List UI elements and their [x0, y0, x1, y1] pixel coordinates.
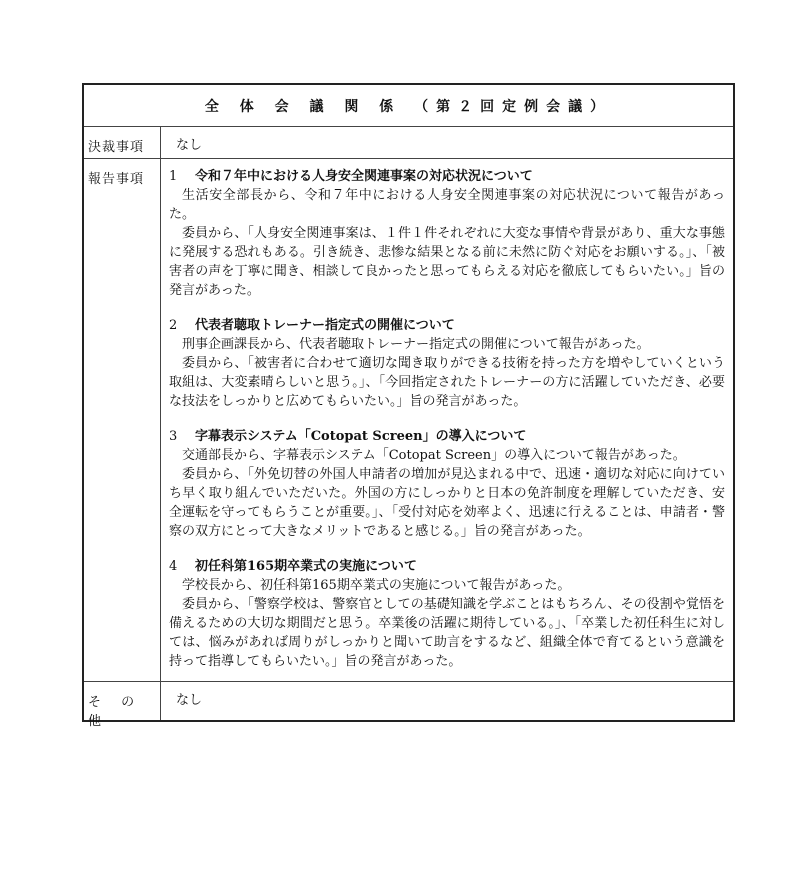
report-item-summary: 学校長から、初任科第165期卒業式の実施について報告があった。 — [182, 578, 571, 593]
table-title: 全 体 会 議 関 係 （第２回定例会議） — [84, 85, 733, 127]
report-row — [84, 159, 733, 682]
decision-row — [84, 127, 733, 159]
meeting-summary-table — [82, 83, 735, 729]
report-item — [169, 557, 725, 671]
report-item-comment: 委員から、「人身安全関連事案は、１件１件それぞれに大変な事情や背景があり、重大な事態に発展する恐れもある。引き続き、悲惨な結果となる前に未然に防ぐ対応をお願いする。」、「被害者の声を丁寧に聞き、相談して良かったと思ってもらえる対応を徹底してもらいたい。」旨の発言があった。 — [169, 226, 725, 298]
report-item-comment: 委員から、「警察学校は、警察官としての基礎知識を学ぶことはもちろん、その役割や覚悟を備えるための大切な期間だと思う。卒業後の活躍に期待している。」、「卒業した初任科生に対しては、悩みがあれば周りがしっかりと聞いて助言をするなど、組織全体で育てるという意識を持って指導してもらいたい。」旨の発言があった。 — [169, 597, 725, 669]
report-item-number: 4 — [169, 559, 178, 574]
report-item-heading — [169, 316, 725, 335]
report-item-summary: 交通部長から、字幕表示システム「Cotopat Screen」の導入について報告があった。 — [182, 448, 686, 463]
report-item-title: 初任科第165期卒業式の実施について — [195, 559, 417, 574]
other-value: なし — [176, 693, 203, 708]
report-item-heading — [169, 427, 725, 446]
report-item-title: 代表者聴取トレーナー指定式の開催について — [195, 318, 455, 333]
report-item — [169, 316, 725, 411]
report-items — [161, 159, 733, 681]
decision-value: なし — [176, 138, 203, 153]
report-item-comment: 委員から、「被害者に合わせて適切な聞き取りができる技術を持った方を増やしていくという取組は、大変素晴らしいと思う。」、「今回指定されたトレーナーの方に活躍していただき、必要な技法をしっかりと広めてもらいたい。」旨の発言があった。 — [169, 356, 725, 409]
report-item — [169, 427, 725, 541]
report-item-title: 字幕表示システム「Cotopat Screen」の導入について — [195, 429, 527, 444]
report-item-heading — [169, 167, 725, 186]
report-item-number: 2 — [169, 318, 178, 333]
report-item-number: 1 — [169, 169, 178, 184]
other-label: そ の 他 — [84, 682, 161, 720]
other-row — [84, 682, 733, 729]
report-item-summary: 生活安全部長から、令和７年中における人身安全関連事案の対応状況について報告があった。 — [169, 188, 725, 222]
report-item-comment: 委員から、「外免切替の外国人申請者の増加が見込まれる中で、迅速・適切な対応に向けていち早く取り組んでいただいた。外国の方にしっかりと日本の免許制度を理解していただき、安全運転を守ってもらうことが重要。」、「受付対応を効率よく、迅速に行えることは、申請者・警察の双方にとって大きなメリットであると感じる。」旨の発言があった。 — [169, 467, 725, 539]
decision-label: 決裁事項 — [84, 127, 161, 158]
report-label: 報告事項 — [84, 159, 161, 681]
report-item-summary: 刑事企画課長から、代表者聴取トレーナー指定式の開催について報告があった。 — [182, 337, 650, 352]
report-item-number: 3 — [169, 429, 178, 444]
report-item — [169, 167, 725, 300]
report-item-title: 令和７年中における人身安全関連事案の対応状況について — [195, 169, 533, 184]
report-item-heading — [169, 557, 725, 576]
